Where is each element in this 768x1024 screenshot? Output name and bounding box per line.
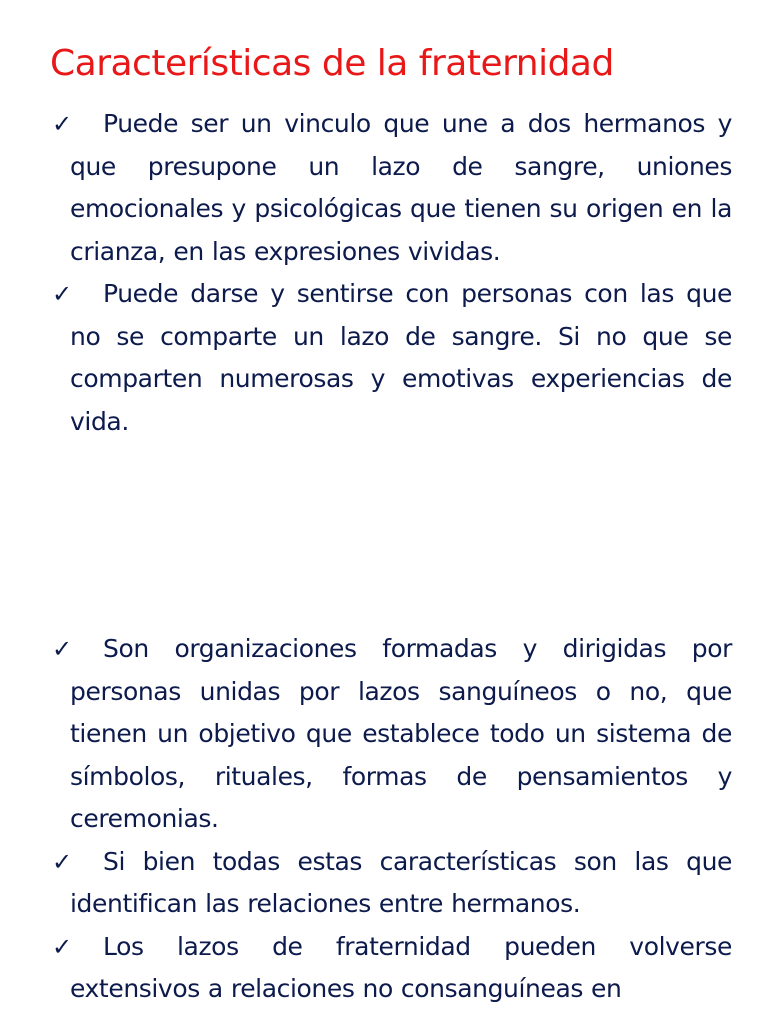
list-item-text: Son organizaciones formadas y dirigidas por personas unidas por lazos sanguíneos o no, que tienen un objetivo que establece todo un sistema de símbolos, rituales, formas de pensamientos y ceremonias. xyxy=(70,634,732,833)
check-mark-icon: ✓ xyxy=(52,280,72,308)
characteristics-list-1 xyxy=(50,103,732,443)
list-item xyxy=(50,926,732,1011)
list-item xyxy=(50,628,732,841)
list-item xyxy=(50,103,732,273)
list-item-text: Puede ser un vinculo que une a dos hermanos y que presupone un lazo de sangre, uniones emocionales y psicológicas que tienen su origen en la crianza, en las expresiones vividas. xyxy=(70,109,732,266)
list-item xyxy=(50,841,732,926)
list-item-text: Puede darse y sentirse con personas con las que no se comparte un lazo de sangre. Si no que se comparten numerosas y emotivas experiencias de vida. xyxy=(70,279,732,436)
check-mark-icon: ✓ xyxy=(52,635,72,663)
check-mark-icon: ✓ xyxy=(52,847,72,876)
list-item-text: Si bien todas estas características son las que identifican las relaciones entre hermanos. xyxy=(70,846,732,918)
check-mark-icon: ✓ xyxy=(52,932,72,961)
page-title: Características de la fraternidad xyxy=(50,43,614,84)
list-item-text: Los lazos de fraternidad pueden volverse extensivos a relaciones no consanguíneas en xyxy=(70,931,732,1003)
list-item xyxy=(50,273,732,443)
characteristics-list-2 xyxy=(50,628,732,1011)
check-mark-icon: ✓ xyxy=(52,110,72,138)
